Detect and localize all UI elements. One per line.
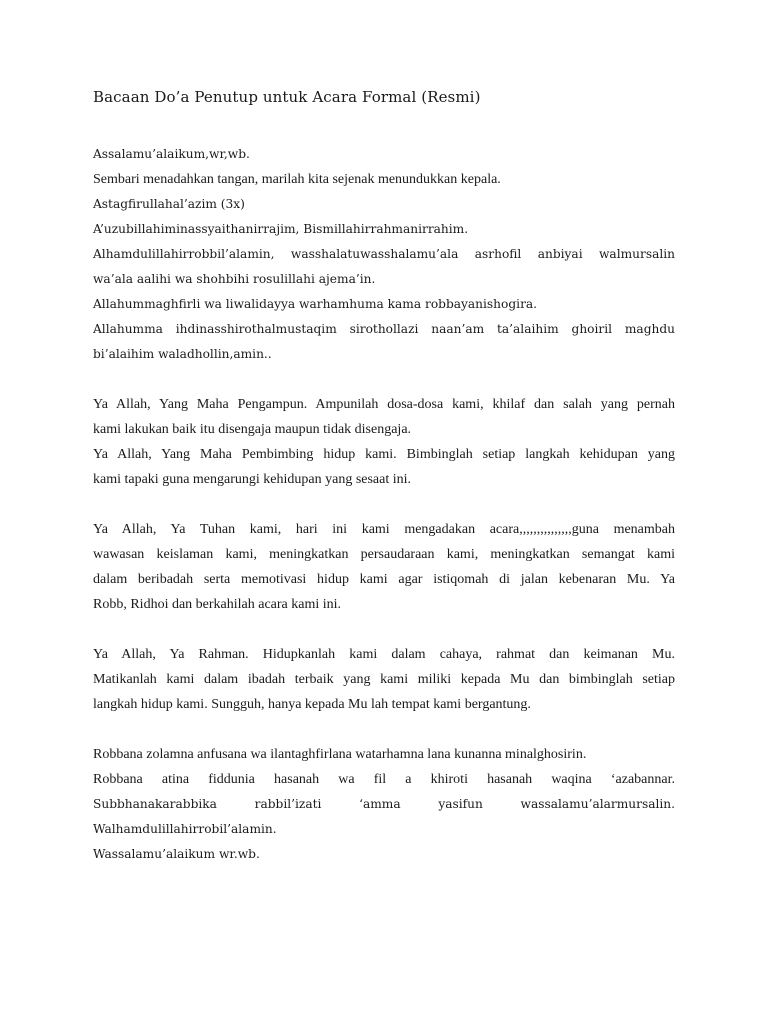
text-line: A’uzubillahiminassyaithanirrajim, Bismillahirrahmanirrahim. [93,222,469,236]
text-line: Wassalamu’alaikum wr.wb. [93,847,260,861]
text-line: Assalamu’alaikum,wr,wb. [93,147,250,161]
text-line: Sembari menadahkan tangan, marilah kita sejenak menundukkan kepala. [93,172,501,187]
text-line: Subbhanakarabbika rabbil’izati ‘amma yasifun wassalamu’alarmursalin. [93,797,675,811]
text-line: Ya Allah, Ya Tuhan kami, hari ini kami mengadakan acara,,,,,,,,,,,,,,,guna menambah [93,522,675,537]
paragraph-gap [93,617,675,642]
text-line: Robbana zolamna anfusana wa ilantaghfirlana watarhamna lana kunanna minalghosirin. [93,747,587,762]
document-page [93,88,675,867]
paragraph [93,142,675,367]
text-line: bi’alaihim waladhollin,amin.. [93,347,272,361]
text-line: Astagfirullahal’azim (3x) [93,197,245,211]
text-line: langkah hidup kami. Sungguh, hanya kepada Mu lah tempat kami bergantung. [93,697,531,712]
text-line: Walhamdulillahirrobil’alamin. [93,822,277,836]
text-line: Allahumma ihdinasshirothalmustaqim sirothollazi naan’am ta’alaihim ghoiril maghdu [93,322,675,336]
document-title: Bacaan Do’a Penutup untuk Acara Formal (Resmi) [93,88,481,106]
text-line: Allahummaghfirli wa liwalidayya warhamhuma kama robbayanishogira. [93,297,538,311]
text-line: Ya Allah, Yang Maha Pembimbing hidup kami. Bimbinglah setiap langkah kehidupan yang [93,447,675,462]
text-line: kami tapaki guna mengarungi kehidupan yang sesaat ini. [93,472,412,487]
paragraph-gap [93,367,675,392]
text-line: Robb, Ridhoi dan berkahilah acara kami ini. [93,597,342,612]
text-line: Matikanlah kami dalam ibadah terbaik yang kami miliki kepada Mu dan bimbinglah setiap [93,672,675,687]
text-line: Alhamdulillahirrobbil’alamin, wasshalatuwasshalamu’ala asrhofil anbiyai walmursalin [93,247,675,261]
paragraph-gap [93,717,675,742]
paragraph [93,392,675,492]
text-line: dalam beribadah serta memotivasi hidup kami agar istiqomah di jalan kebenaran Mu. Ya [93,572,675,587]
text-line: wawasan keislaman kami, meningkatkan persaudaraan kami, meningkatkan semangat kami [93,547,675,562]
text-line: Ya Allah, Yang Maha Pengampun. Ampunilah dosa-dosa kami, khilaf dan salah yang pernah [93,397,675,412]
paragraph [93,517,675,617]
paragraph-gap [93,492,675,517]
text-line: Ya Allah, Ya Rahman. Hidupkanlah kami dalam cahaya, rahmat dan keimanan Mu. [93,647,675,662]
paragraph [93,642,675,717]
paragraph [93,742,675,867]
text-line: wa’ala aalihi wa shohbihi rosulillahi ajema’in. [93,272,376,286]
document-body [93,142,675,867]
text-line: Robbana atina fiddunia hasanah wa fil a khiroti hasanah waqina ‘azabannar. [93,772,675,787]
text-line: kami lakukan baik itu disengaja maupun tidak disengaja. [93,422,412,437]
